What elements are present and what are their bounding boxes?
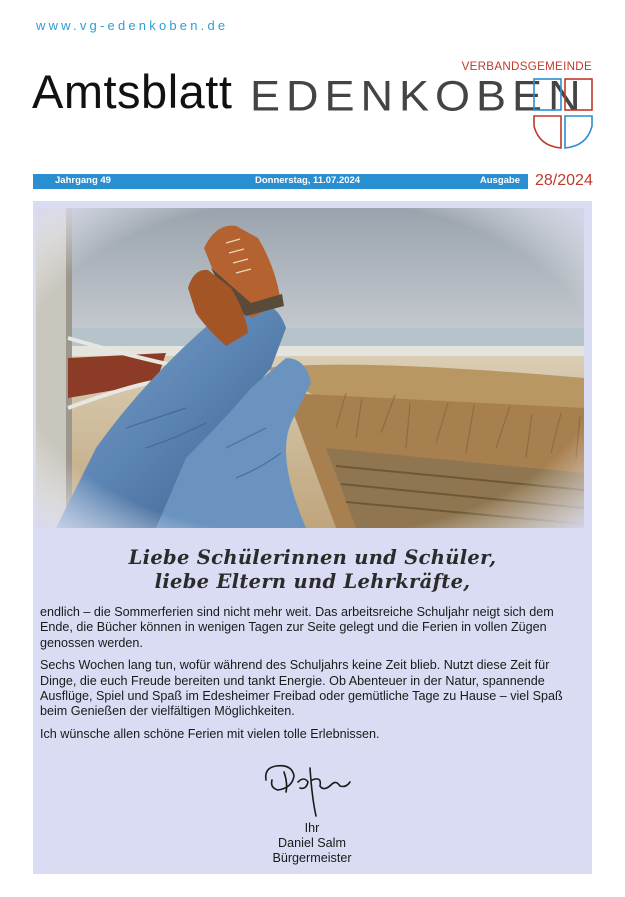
website-url: www.vg-edenkoben.de: [36, 18, 229, 33]
greeting-line-2: liebe Eltern und Lehrkräfte,: [154, 570, 471, 593]
handwritten-signature: [262, 758, 352, 818]
crest-logo-icon: [533, 78, 593, 150]
jahrgang-label: Jahrgang 49: [55, 175, 111, 186]
closing-ihr: Ihr: [304, 821, 320, 835]
paragraph: endlich – die Sommerferien sind nicht mehr weit. Das arbeitsreiche Schuljahr neigt sich dem Ende, die Bücher können in wenigen Tagen zur Seite gelegt und die Ferien in vollen Zügen genossen werden.: [40, 605, 554, 650]
beach-photo: [36, 208, 584, 528]
paragraph: Sechs Wochen lang tun, wofür während des Schuljahrs keine Zeit blieb. Nutzt diese Zeit für Dinge, die euch Freude bereiten und tankt Energie. Ob Abenteuer in der Natur, spannende Ausflüge, Spiel und Spaß im Edesheimer Freibad oder gemütliche Tage zu Hause – viel Spaß beim Genießen der vielfältigen Möglichkeiten.: [40, 658, 563, 719]
signer-name: Daniel Salm: [278, 836, 346, 851]
verbandsgemeinde-label: VERBANDSGEMEINDE: [461, 60, 592, 73]
signer-role: Bürgermeister: [272, 851, 352, 866]
edenkoben-logo-text: EDENKOBEN: [250, 71, 587, 120]
date-label: Donnerstag, 11.07.2024: [255, 175, 361, 186]
greeting-line-1: Liebe Schülerinnen und Schüler,: [128, 546, 497, 569]
letter-closing: [244, 821, 380, 867]
ausgabe-label: Ausgabe: [479, 175, 520, 186]
letter-body: [40, 605, 588, 749]
page-title: Amtsblatt: [32, 65, 233, 118]
letter-greeting: [60, 546, 565, 594]
issue-number: 28/2024: [535, 172, 593, 189]
paragraph: Ich wünsche allen schöne Ferien mit vielen tolle Erlebnissen.: [40, 726, 380, 741]
info-bar: [33, 174, 528, 189]
